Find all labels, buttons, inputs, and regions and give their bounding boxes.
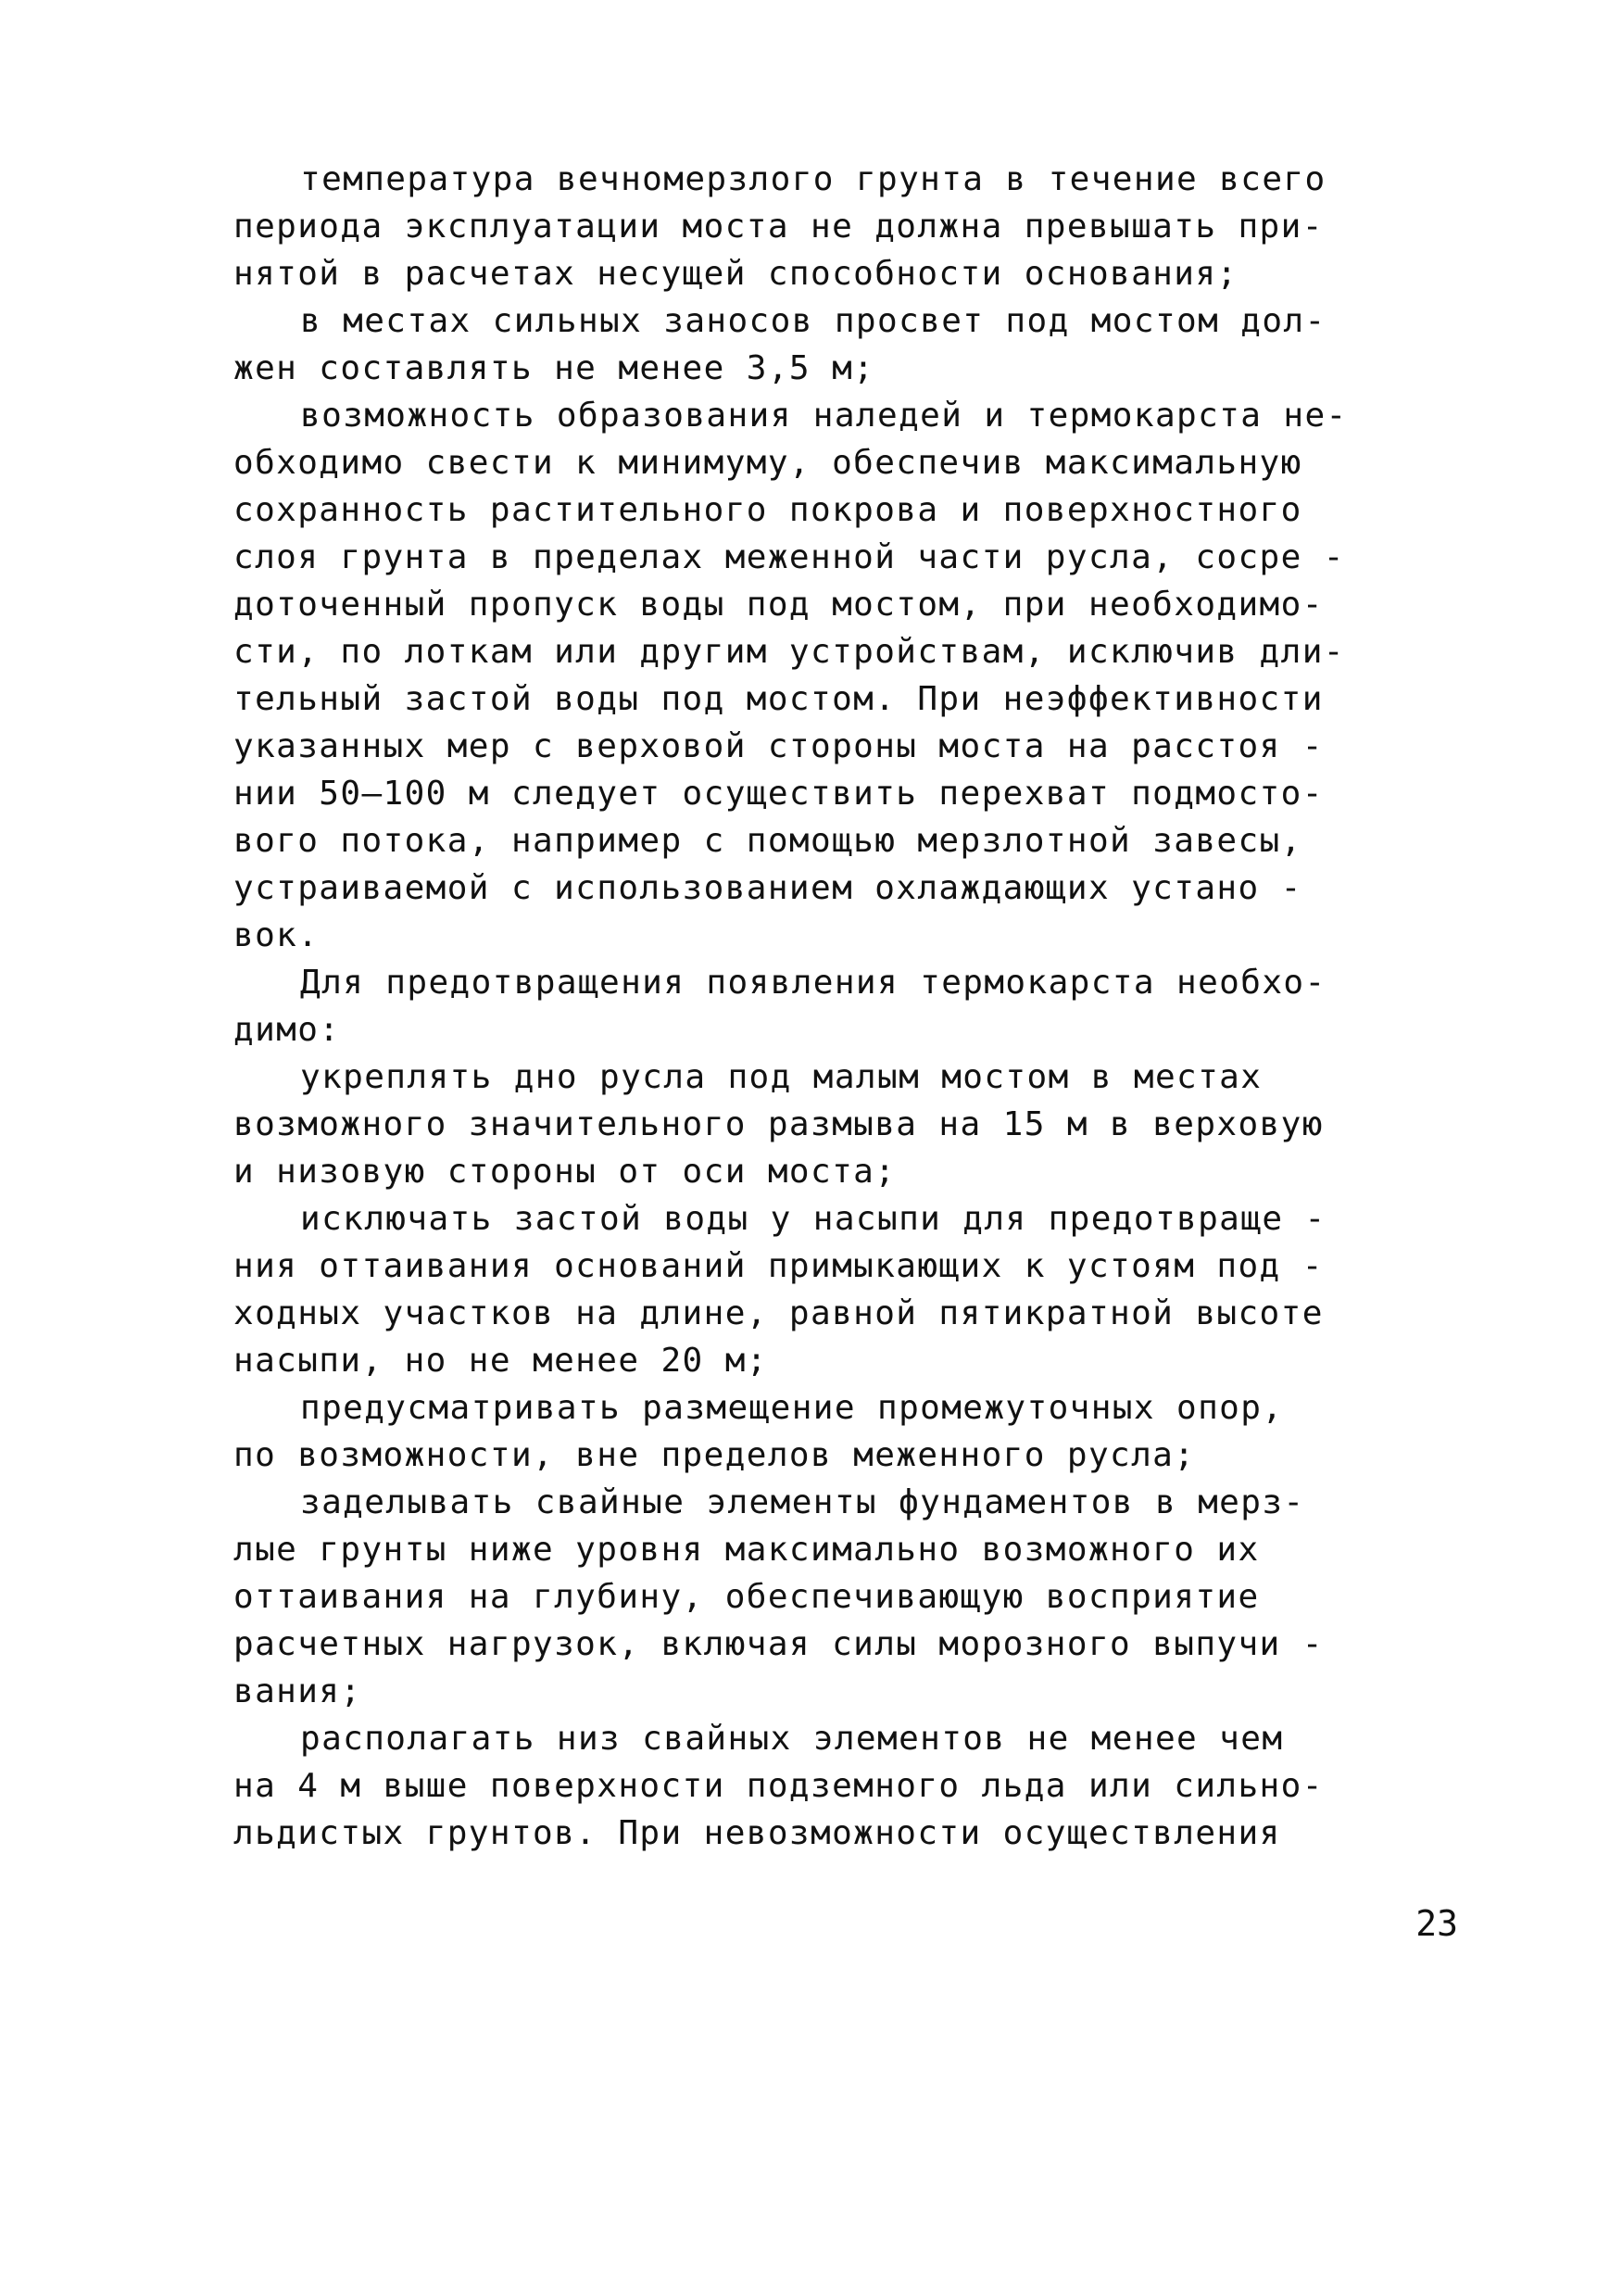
text-line: предусматривать размещение промежуточных опор, [300, 1389, 1284, 1427]
paragraph-8 [233, 1479, 1447, 1715]
page-number: 23 [1415, 1903, 1458, 1944]
text-line: вого потока, например с помощью мерзлотной завесы, [233, 822, 1302, 860]
text-line: периода эксплуатации моста не должна превышать при- [233, 208, 1324, 246]
text-line: сохранность растительного покрова и поверхностного [233, 491, 1302, 529]
main-text [233, 156, 1447, 1857]
text-line: сти, по лоткам или другим устройствам, исключив дли- [233, 633, 1345, 671]
text-line: в местах сильных заносов просвет под мостом дол- [300, 302, 1327, 340]
paragraph-6 [233, 1195, 1447, 1384]
text-line: нятой в расчетах несущей способности основания; [233, 255, 1239, 293]
text-line: слоя грунта в пределах меженной части русла, сосре - [233, 538, 1345, 576]
text-line: возможность образования наледей и термокарста не- [300, 397, 1348, 435]
text-line: располагать низ свайных элементов не менее чем [300, 1720, 1284, 1758]
text-line: заделывать свайные элементы фундаментов в мерз- [300, 1483, 1305, 1521]
text-line: вок. [233, 916, 320, 954]
text-line: димо: [233, 1011, 341, 1049]
text-line: обходимо свести к минимуму, обеспечив максимальную [233, 444, 1302, 482]
text-line: льдистых грунтов. При невозможности осуществления [233, 1814, 1281, 1852]
text-line: на 4 м выше поверхности подземного льда или сильно- [233, 1767, 1324, 1805]
text-line: исключать застой воды у насыпи для предотвраще - [300, 1200, 1327, 1238]
text-line: насыпи, но не менее 20 м; [233, 1342, 768, 1380]
text-line: и низовую стороны от оси моста; [233, 1153, 897, 1191]
paragraph-4 [233, 959, 1447, 1053]
text-line: возможного значительного размыва на 15 м в верховую [233, 1105, 1324, 1143]
text-line: нии 50–100 м следует осуществить перехват подмосто- [233, 775, 1324, 813]
text-line: укреплять дно русла под малым мостом в местах [300, 1058, 1263, 1096]
paragraph-1 [233, 156, 1447, 297]
paragraph-9 [233, 1715, 1447, 1857]
text-line: указанных мер с верховой стороны моста на расстоя - [233, 727, 1324, 765]
text-line: по возможности, вне пределов меженного русла; [233, 1436, 1196, 1474]
text-line: тельный застой воды под мостом. При неэффективности [233, 680, 1324, 718]
paragraph-5 [233, 1053, 1447, 1195]
paragraph-3 [233, 392, 1447, 959]
paragraph-7 [233, 1384, 1447, 1479]
text-line: ходных участков на длине, равной пятикратной высоте [233, 1294, 1324, 1332]
text-line: расчетных нагрузок, включая силы морозного выпучи - [233, 1625, 1324, 1663]
text-line: устраиваемой с использованием охлаждающих устано - [233, 869, 1302, 907]
paragraph-2 [233, 297, 1447, 392]
text-line: доточенный пропуск воды под мостом, при необходимо- [233, 586, 1324, 624]
text-line: оттаивания на глубину, обеспечивающую восприятие [233, 1578, 1260, 1616]
text-line: температура вечномерзлого грунта в течение всего [300, 160, 1327, 198]
text-line: лые грунты ниже уровня максимально возможного их [233, 1531, 1260, 1569]
text-line: Для предотвращения появления термокарста необхо- [300, 964, 1327, 1002]
text-line: жен составлять не менее 3,5 м; [233, 349, 875, 387]
text-line: ния оттаивания оснований примыкающих к устоям под - [233, 1247, 1324, 1285]
text-line: вания; [233, 1672, 362, 1710]
